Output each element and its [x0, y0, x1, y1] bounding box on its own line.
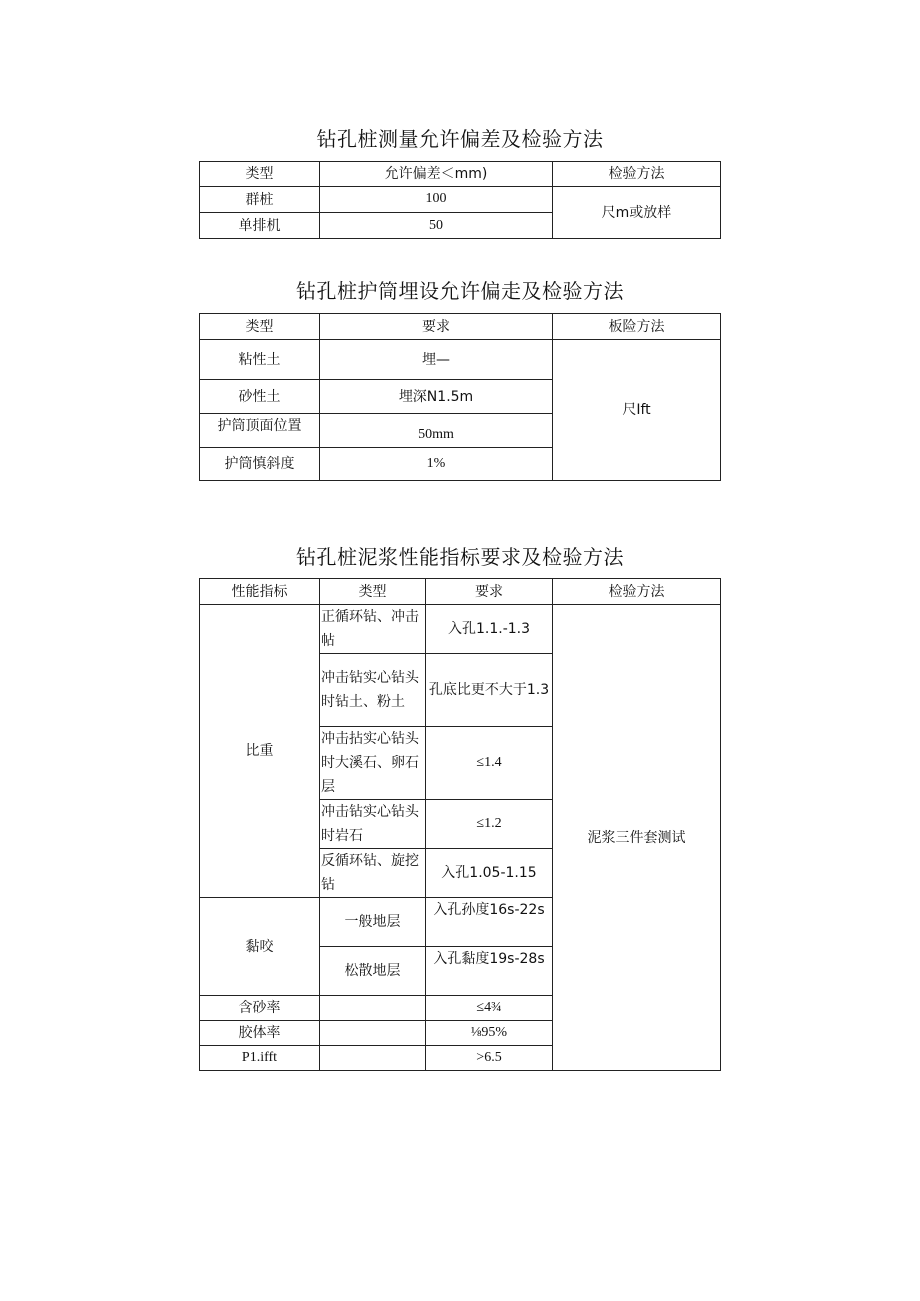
row-value: ⅛95% [426, 1021, 553, 1046]
table-header-row [200, 579, 721, 605]
row-method: 尺Ift [553, 340, 721, 481]
row-value: ≤1.2 [426, 800, 553, 849]
row-type: 松散地层 [320, 947, 426, 996]
row-type: 护筒慎斜度 [200, 448, 320, 481]
row-type [320, 1021, 426, 1046]
row-type: 冲击钻实心钻头时钻土、粉土 [320, 654, 426, 727]
table-row [200, 340, 721, 380]
row-value: 入孔黏度19s-28s [426, 947, 553, 996]
header-method: 板险方法 [553, 314, 721, 340]
row-value: 埋— [320, 340, 553, 380]
row-value: 孔底比更不大于1.3 [426, 654, 553, 727]
table-row [200, 187, 721, 213]
table2-title: 钻孔桩护筒埋设允许偏走及检验方法 [296, 279, 624, 303]
header-requirement: 要求 [320, 314, 553, 340]
header-type: 类型 [200, 314, 320, 340]
header-type: 类型 [200, 162, 320, 187]
table-row [200, 605, 721, 654]
indicator-cell: P1.ifft [200, 1046, 320, 1071]
row-type: 粘性土 [200, 340, 320, 380]
header-type: 类型 [320, 579, 426, 605]
row-method: 尺m或放样 [553, 187, 721, 239]
header-tolerance: 允许偏差＜mm) [320, 162, 553, 187]
row-value: 1% [320, 448, 553, 481]
header-requirement: 要求 [426, 579, 553, 605]
row-type: 冲击钻实心钻头时岩石 [320, 800, 426, 849]
row-value: 入孔1.05-1.15 [426, 849, 553, 898]
indicator-cell: 比重 [200, 605, 320, 898]
mud-table [199, 578, 721, 1071]
row-type: 一般地层 [320, 898, 426, 947]
row-value: 入孔1.1.-1.3 [426, 605, 553, 654]
row-type: 反循环钻、旋挖钻 [320, 849, 426, 898]
row-value: >6.5 [426, 1046, 553, 1071]
header-method: 检验方法 [553, 579, 721, 605]
table-header-row [200, 162, 721, 187]
header-indicator: 性能指标 [200, 579, 320, 605]
row-type: 群桩 [200, 187, 320, 213]
tolerance-table [199, 161, 721, 239]
row-type: 单排机 [200, 213, 320, 239]
indicator-cell: 含砂率 [200, 996, 320, 1021]
header-method: 检验方法 [553, 162, 721, 187]
row-value: 入孔孙度16s-22s [426, 898, 553, 947]
row-method: 泥浆三件套测试 [553, 605, 721, 1071]
row-value: 50mm [320, 414, 553, 448]
row-type [320, 1046, 426, 1071]
row-value: 埋深N1.5m [320, 380, 553, 414]
row-value: 50 [320, 213, 553, 239]
indicator-cell: 胶体率 [200, 1021, 320, 1046]
table3-title: 钻孔桩泥浆性能指标要求及检验方法 [296, 545, 624, 569]
row-value: 100 [320, 187, 553, 213]
table1-title: 钻孔桩测量允许偏差及检验方法 [316, 127, 604, 151]
row-value: ≤4¾ [426, 996, 553, 1021]
row-type: 正循环钻、冲击帖 [320, 605, 426, 654]
indicator-cell: 黏咬 [200, 898, 320, 996]
row-type: 护筒顶面位置 [200, 414, 320, 448]
row-type [320, 996, 426, 1021]
row-value: ≤1.4 [426, 727, 553, 800]
row-type: 冲击拈实心钻头时大溪石、卵石层 [320, 727, 426, 800]
row-type: 砂性土 [200, 380, 320, 414]
casing-table [199, 313, 721, 481]
table-header-row [200, 314, 721, 340]
